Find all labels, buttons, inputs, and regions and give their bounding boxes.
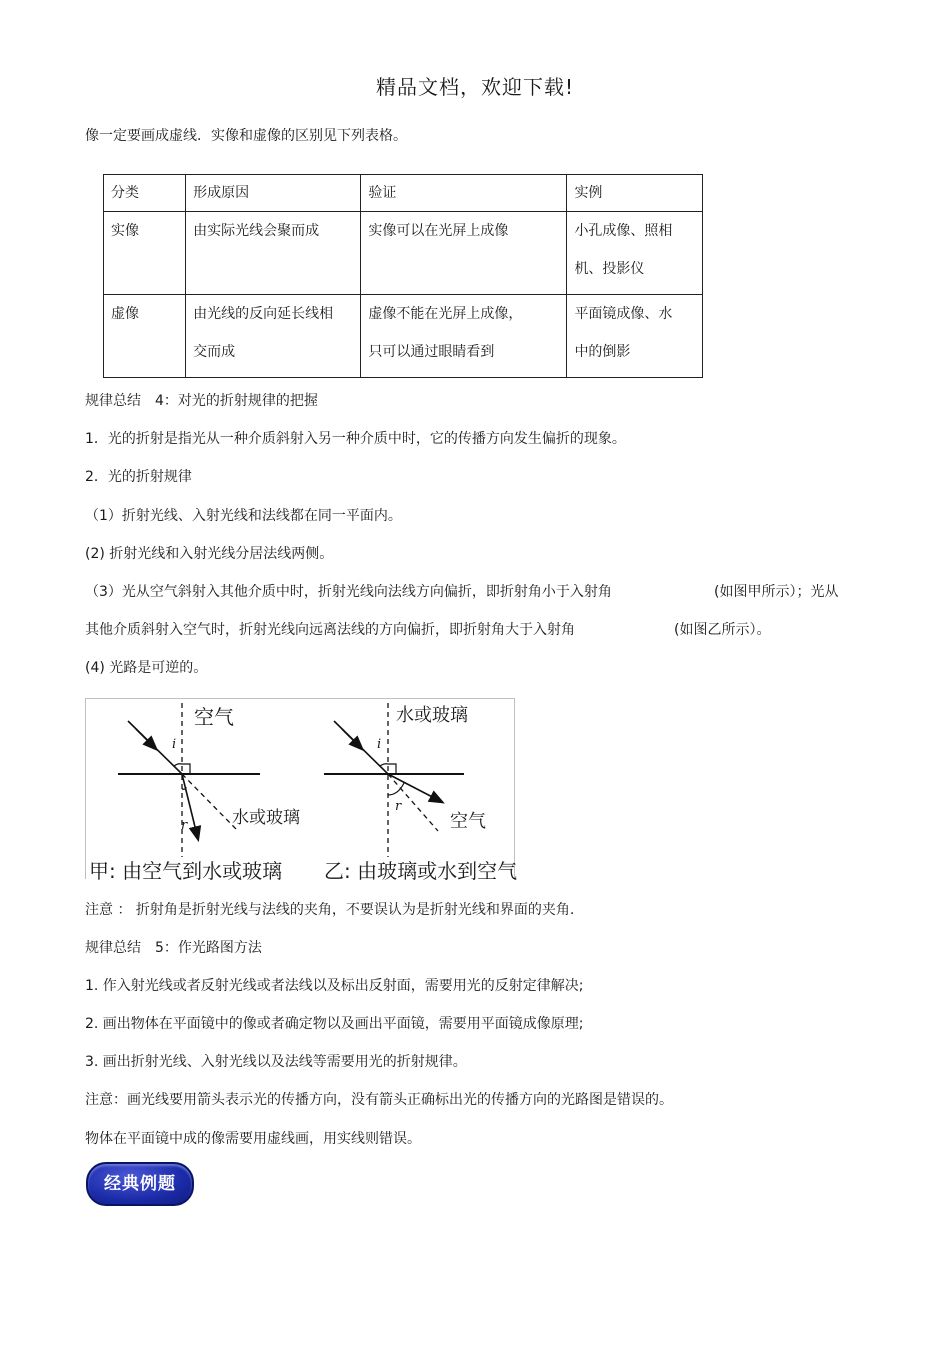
right-figure-caption: 乙: 由玻璃或水到空气 — [324, 859, 518, 883]
rule4-paragraph: 1．光的折射是指光从一种介质斜射入另一种介质中时，它的传播方向发生偏折的现象。 — [85, 431, 626, 447]
table-cell — [186, 212, 361, 295]
table-cell — [361, 212, 567, 295]
incidence-angle-arc — [174, 764, 182, 766]
table-header-cell: 分类 — [104, 175, 186, 212]
left-top-medium-label: 空气 — [194, 705, 234, 729]
table-cell — [567, 212, 703, 295]
table-cell — [361, 295, 567, 378]
cell-text: 由实际光线会聚而成 — [193, 223, 320, 239]
rule4-paragraph: (4) 光路是可逆的。 — [85, 660, 208, 676]
extended-ray — [182, 774, 236, 829]
right-angle-mark — [388, 764, 396, 774]
cell-text: 平面镜成像、水中的倒影 — [574, 306, 673, 360]
image-comparison-table — [103, 174, 703, 378]
right-incidence-angle-label: i — [377, 737, 382, 752]
rule4-paragraph: （3）光从空气斜射入其他介质中时，折射光线向法线方向偏折，即折射角小于入射角 — [85, 584, 612, 600]
table-header-cell: 验证 — [361, 175, 567, 212]
table-row — [104, 212, 703, 295]
rule5-paragraph: 2. 画出物体在平面镜中的像或者确定物以及画出平面镜，需要用平面镜成像原理; — [85, 1016, 584, 1032]
table-cell — [186, 295, 361, 378]
cell-text: 虚像不能在光屏上成像，只可以通过眼睛看到 — [368, 306, 523, 360]
note-refraction-angle: 注意 ： 折射角是折射光线与法线的夹角，不要误认为是折射光线和界面的夹角. — [85, 902, 575, 918]
rule5-title: 规律总结 5：作光路图方法 — [85, 940, 262, 956]
classic-examples-badge — [86, 1162, 194, 1206]
right-angle-mark — [182, 764, 190, 774]
table-header-cell: 实例 — [567, 175, 703, 212]
table-row — [104, 295, 703, 378]
left-figure-caption: 甲: 由空气到水或玻璃 — [89, 859, 283, 883]
cell-text: 虚像 — [111, 306, 139, 322]
refracted-ray — [388, 774, 442, 802]
table-cell — [104, 295, 186, 378]
table-cell — [104, 212, 186, 295]
left-bottom-medium-label: 水或玻璃 — [232, 808, 300, 828]
rule4-paragraph-tail: (如图乙所示）。 — [674, 622, 771, 638]
right-bottom-medium-label: 空气 — [450, 811, 486, 832]
rule5-paragraph: 1. 作入射光线或者反射光线或者法线以及标出反射面，需要用光的反射定律解决; — [85, 978, 584, 994]
right-top-medium-label: 水或玻璃 — [396, 705, 468, 726]
table-header-cell: 形成原因 — [186, 175, 361, 212]
cell-text: 小孔成像、照相机、投影仪 — [574, 223, 673, 277]
table-header-row — [104, 175, 703, 212]
rule4-paragraph: 2．光的折射规律 — [85, 469, 192, 485]
intro-text: 像一定要画成虚线．实像和虚像的区别见下列表格。 — [85, 128, 407, 144]
rule4-paragraph: （1）折射光线、入射光线和法线都在同一平面内。 — [85, 508, 402, 524]
rule4-paragraph-tail: (如图甲所示）；光从 — [714, 584, 839, 600]
page-header-title: 精品文档，欢迎下载! — [375, 75, 575, 99]
rule5-paragraph: 3. 画出折射光线、入射光线以及法线等需要用光的折射规律。 — [85, 1054, 467, 1070]
left-refraction-angle-label: r — [181, 818, 188, 833]
rule4-title: 规律总结 4：对光的折射规律的把握 — [85, 393, 318, 409]
cell-text: 实像 — [111, 223, 139, 239]
diagram-air-to-water — [118, 703, 260, 857]
incident-arrow — [342, 729, 362, 749]
incidence-angle-arc — [380, 764, 388, 766]
rule5-note: 物体在平面镜中成的像需要用虚线画，用实线则错误。 — [85, 1131, 421, 1147]
cell-text: 实像可以在光屏上成像 — [368, 223, 509, 239]
badge-label: 经典例题 — [104, 1174, 176, 1194]
left-incidence-angle-label: i — [172, 737, 177, 752]
incident-arrow — [136, 729, 156, 749]
cell-text: 由光线的反向延长线相交而成 — [193, 306, 334, 360]
refraction-figure — [85, 698, 518, 883]
right-refraction-angle-label: r — [395, 799, 402, 814]
rule4-paragraph: 其他介质斜射入空气时，折射光线向远离法线的方向偏折，即折射角大于入射角 — [85, 622, 575, 638]
rule5-note: 注意：画光线要用箭头表示光的传播方向，没有箭头正确标出光的传播方向的光路图是错误的。 — [85, 1092, 673, 1108]
table-cell — [567, 295, 703, 378]
rule4-paragraph: (2) 折射光线和入射光线分居法线两侧。 — [85, 546, 334, 562]
